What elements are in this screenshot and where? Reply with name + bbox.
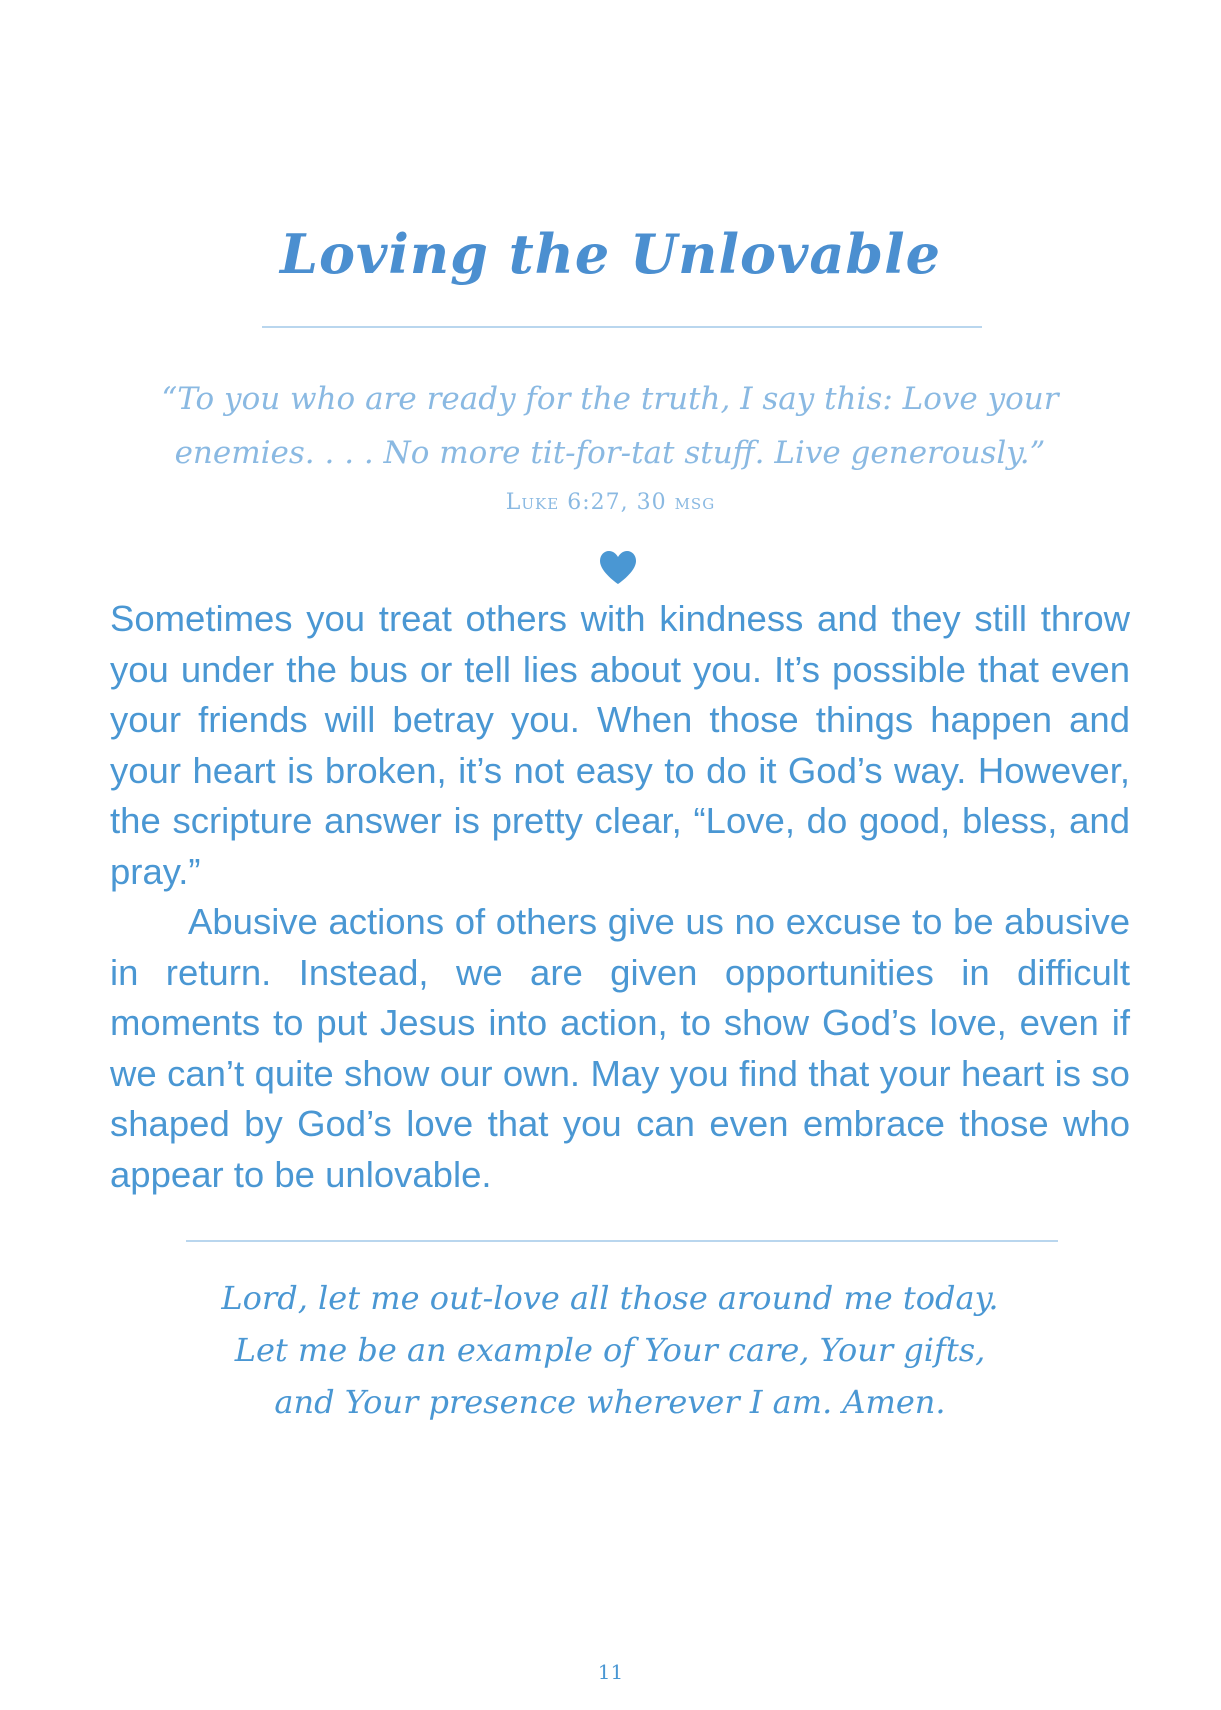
prayer-line: Let me be an example of Your care, Your gifts, [234,1331,986,1369]
scripture-quote [110,372,1110,480]
prayer-line: and Your presence wherever I am. Amen. [274,1383,946,1421]
scripture-quote-line: enemies. . . . No more tit-for-tat stuff. Live generously.” [174,435,1046,471]
body-paragraph: Sometimes you treat others with kindness and they still throw you under the bus or tell lies about you. It’s possible that even your friends will betray you. When those things happen and your heart is broken, it’s not easy to do it God’s way. However, the scripture answer is pretty clear, “Love, do good, bless, and pray.” [110,598,1130,892]
scripture-quote-line: “To you who are ready for the truth, I say this: Love your [161,381,1059,417]
closing-prayer [110,1272,1110,1428]
page-number: 11 [597,1660,624,1684]
scripture-citation: Luke 6:27, 30 msg [505,490,716,515]
prayer-divider [186,1240,1058,1242]
page-title: Loving the Unlovable [280,222,941,286]
body-paragraph: Abusive actions of others give us no excuse to be abusive in return. Instead, we are given opportunities in difficult moments to put Jesus into action, to show God’s love, even if we can’t quite show our own. May you find that your heart is so shaped by God’s love that you can even embrace those who appear to be unlovable. [110,901,1130,1195]
heart-icon [598,550,638,586]
title-divider [262,326,982,328]
devotional-body [110,594,1130,1200]
prayer-line: Lord, let me out-love all those around me today. [221,1279,999,1317]
